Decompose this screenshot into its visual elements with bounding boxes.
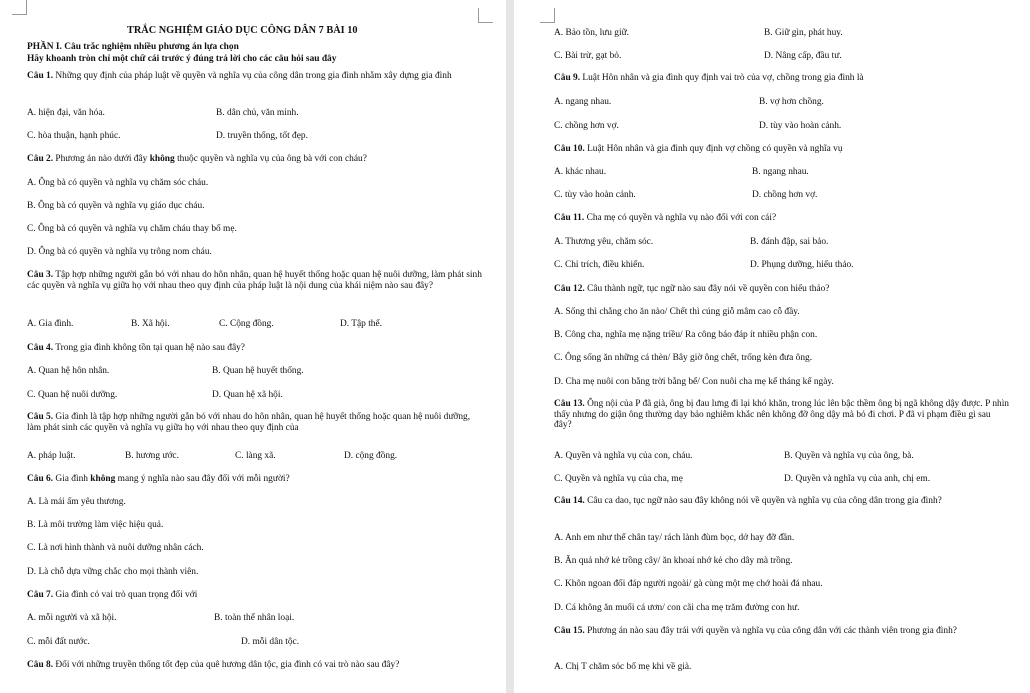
answer-b[interactable]: B. ngang nhau. (752, 167, 809, 177)
emphasis: không (90, 474, 116, 484)
question-number: Câu 8. (27, 660, 54, 670)
answer-a[interactable]: A. Quyền và nghĩa vụ của con, cháu. (554, 451, 693, 461)
crop-mark (478, 8, 493, 23)
question-15 (554, 626, 1010, 637)
section-heading: PHẦN I. Câu trắc nghiệm nhiều phương án lựa chọn (27, 42, 239, 52)
answer-c[interactable]: C. Cộng đồng. (219, 319, 274, 329)
answer-a[interactable]: A. hiện đại, văn hóa. (27, 108, 105, 118)
crop-mark (12, 0, 27, 15)
question-number: Câu 10. (554, 144, 585, 154)
document-title: TRẮC NGHIỆM GIÁO DỤC CÔNG DÂN 7 BÀI 10 (127, 25, 358, 36)
answer-d[interactable]: D. Phụng dưỡng, hiếu thảo. (750, 260, 854, 270)
answer-a[interactable]: A. ngang nhau. (554, 97, 612, 107)
answer-d[interactable]: D. Nâng cấp, đầu tư. (764, 51, 842, 61)
question-3 (27, 270, 482, 291)
answer-a[interactable]: A. Là mái ấm yêu thương. (27, 497, 126, 507)
question-number: Câu 9. (554, 73, 581, 83)
question-text: Câu thành ngữ, tục ngữ nào sau đây nói về quyền con hiếu thảo? (587, 284, 830, 294)
question-text: Trong gia đình không tồn tại quan hệ nào sau đây? (55, 343, 245, 353)
answer-b[interactable]: B. Là môi trường làm việc hiệu quả. (27, 520, 164, 530)
question-5 (27, 412, 482, 433)
question-number: Câu 4. (27, 343, 54, 353)
answer-a[interactable]: A. Quan hệ hôn nhân. (27, 366, 110, 376)
question-text: Phương án nào sau đây trái với quyền và nghĩa vụ của công dân với các thành viên trong gia đình? (587, 626, 957, 636)
answer-d[interactable]: D. Tập thể. (340, 319, 383, 329)
question-9 (554, 73, 864, 84)
answer-b[interactable]: B. Xã hội. (131, 319, 170, 329)
question-text: Cha mẹ có quyền và nghĩa vụ nào đối với con cái? (586, 213, 777, 223)
question-number: Câu 12. (554, 284, 585, 294)
answer-a[interactable]: A. khác nhau. (554, 167, 607, 177)
emphasis: không (149, 154, 175, 164)
question-number: Câu 6. (27, 474, 54, 484)
answer-a[interactable]: A. Chị T chăm sóc bố mẹ khi về già. (554, 662, 692, 672)
answer-d[interactable]: D. tùy vào hoàn cảnh. (759, 121, 842, 131)
question-13 (554, 399, 1010, 431)
question-text: thuộc quyền và nghĩa vụ của ông bà với con cháu? (177, 154, 367, 164)
question-text: Câu ca dao, tục ngữ nào sau đây không nói về quyền và nghĩa vụ của công dân trong gia đình? (587, 496, 942, 506)
question-8 (27, 660, 399, 671)
answer-b[interactable]: B. toàn thể nhân loại. (214, 613, 295, 623)
question-text: mang ý nghĩa nào sau đây đối với mỗi người? (117, 474, 290, 484)
question-6 (27, 474, 290, 485)
question-number: Câu 11. (554, 213, 585, 223)
answer-b[interactable]: B. đánh đập, sai bảo. (750, 237, 829, 247)
answer-a[interactable]: A. Sống thì chẳng cho ăn nào/ Chết thì cúng giỗ mâm cao cỗ đầy. (554, 307, 800, 317)
question-12 (554, 284, 829, 295)
answer-a[interactable]: A. Anh em như thể chân tay/ rách lành đùm bọc, dở hay đỡ đần. (554, 533, 795, 543)
answer-d[interactable]: D. mỗi dân tộc. (241, 637, 300, 647)
answer-b[interactable]: B. dân chủ, văn minh. (216, 108, 299, 118)
answer-a[interactable]: A. mỗi người và xã hội. (27, 613, 117, 623)
answer-b[interactable]: B. vợ hơn chồng. (759, 97, 824, 107)
answer-c[interactable]: C. Khôn ngoan đối đáp người ngoài/ gà cùng một mẹ chớ hoài đá nhau. (554, 579, 823, 589)
question-4 (27, 343, 245, 354)
answer-b[interactable]: B. Công cha, nghĩa mẹ nặng triều/ Ra công báo đáp ít nhiều phận con. (554, 330, 818, 340)
question-1 (27, 71, 482, 82)
question-text: Gia đình (55, 474, 88, 484)
question-number: Câu 7. (27, 590, 54, 600)
answer-b[interactable]: B. Giữ gìn, phát huy. (764, 28, 843, 38)
question-text: Luật Hôn nhân và gia đình quy định vai trò của vợ, chồng trong gia đình là (582, 73, 864, 83)
answer-d[interactable]: D. truyền thống, tốt đẹp. (216, 131, 308, 141)
question-number: Câu 5. (27, 412, 54, 422)
document-page-right (514, 0, 1030, 693)
question-number: Câu 14. (554, 496, 585, 506)
question-number: Câu 3. (27, 270, 54, 280)
answer-c[interactable]: C. Bài trừ, gạt bỏ. (554, 51, 622, 61)
answer-d[interactable]: D. cộng đồng. (344, 451, 398, 461)
question-text: Gia đình là tập hợp những người gắn bó với nhau do hôn nhân, quan hệ huyết thống hoặc quan hệ nuôi dưỡng, làm phát sinh các quyền và nghĩa vụ giữa họ với nhau theo quy định của (27, 412, 471, 433)
crop-mark (540, 8, 555, 23)
answer-d[interactable]: D. Là chỗ dựa vững chắc cho mọi thành viên. (27, 567, 199, 577)
question-text: Những quy định của pháp luật về quyền và nghĩa vụ của công dân trong gia đình nhằm xây dựng gia đình (55, 71, 452, 81)
answer-b[interactable]: B. Quyền và nghĩa vụ của ông, bà. (784, 451, 914, 461)
question-11 (554, 213, 776, 224)
answer-a[interactable]: A. Thương yêu, chăm sóc. (554, 237, 654, 247)
answer-c[interactable]: C. Quyền và nghĩa vụ của cha, mẹ (554, 474, 683, 484)
answer-d[interactable]: D. Quan hệ xã hội. (212, 390, 283, 400)
document-page-left (0, 0, 506, 693)
answer-d[interactable]: D. chồng hơn vợ. (752, 190, 818, 200)
answer-b[interactable]: B. Quan hệ huyết thống. (212, 366, 304, 376)
question-text: Đối với những truyền thống tốt đẹp của quê hương dân tộc, gia đình có vai trò nào sau đây? (55, 660, 400, 670)
answer-d[interactable]: D. Cá không ăn muối cá ươn/ con cãi cha mẹ trăm đường con hư. (554, 603, 800, 613)
answer-c[interactable]: C. làng xã. (235, 451, 276, 461)
question-7 (27, 590, 197, 601)
answer-a[interactable]: A. Bảo tồn, lưu giữ. (554, 28, 630, 38)
answer-c[interactable]: C. Ông sống ăn những cá thèn/ Bây giờ ông chết, trống kèn đưa ông. (554, 353, 813, 363)
answer-d[interactable]: D. Cha mẹ nuôi con bằng trời bằng bể/ Con nuôi cha mẹ kể tháng kể ngày. (554, 377, 834, 387)
question-number: Câu 15. (554, 626, 585, 636)
question-number: Câu 1. (27, 71, 54, 81)
answer-b[interactable]: B. Ăn quả nhớ kẻ trồng cây/ ăn khoai nhớ kẻ cho dây mà trồng. (554, 556, 793, 566)
question-10 (554, 144, 843, 155)
question-number: Câu 2. (27, 154, 54, 164)
question-text: Tập hợp những người gắn bó với nhau do hôn nhân, quan hệ huyết thống hoặc quan hệ nuôi dưỡng, làm phát sinh các quyền và nghĩa vụ giữa họ với nhau theo quy định của pháp luật là nội dung của khái niệm nào sau đây? (27, 270, 482, 291)
question-text: Luật Hôn nhân và gia đình quy định vợ chồng có quyền và nghĩa vụ (587, 144, 843, 154)
answer-d[interactable]: D. Ông bà có quyền và nghĩa vụ trông nom cháu. (27, 247, 212, 257)
answer-c[interactable]: C. Chỉ trích, điều khiển. (554, 260, 645, 270)
answer-b[interactable]: B. Ông bà có quyền và nghĩa vụ giáo dục cháu. (27, 201, 205, 211)
answer-a[interactable]: A. Gia đình. (27, 319, 74, 329)
question-text: Ông nội của P đã già, ông bị đau lưng đi lại khó khăn, trong lúc lên bậc thềm ông bị ngã không dậy được. P nhìn thấy nhưng do giận ông thường dạy bảo nghiêm khắc nên không đỡ ông dậy mà bỏ đi chơi. P đã vi phạm điều gì sau đây? (554, 399, 1009, 431)
answer-c[interactable]: C. chồng hơn vợ. (554, 121, 619, 131)
question-2 (27, 154, 367, 165)
question-number: Câu 13. (554, 399, 585, 409)
answer-c[interactable]: C. tùy vào hoàn cảnh. (554, 190, 636, 200)
question-14 (554, 496, 1010, 507)
answer-a[interactable]: A. Ông bà có quyền và nghĩa vụ chăm sóc cháu. (27, 178, 209, 188)
answer-c[interactable]: C. mỗi đất nước. (27, 637, 90, 647)
answer-c[interactable]: C. hòa thuận, hạnh phúc. (27, 131, 121, 141)
instruction: Hãy khoanh tròn chỉ một chữ cái trước ý đúng trả lời cho các câu hỏi sau đây (27, 54, 337, 64)
answer-b[interactable]: B. hương ước. (125, 451, 179, 461)
question-text: Gia đình có vai trò quan trọng đối với (55, 590, 198, 600)
answer-c[interactable]: C. Quan hệ nuôi dưỡng. (27, 390, 118, 400)
answer-a[interactable]: A. pháp luật. (27, 451, 76, 461)
answer-d[interactable]: D. Quyền và nghĩa vụ của anh, chị em. (784, 474, 931, 484)
question-text: Phương án nào dưới đây (55, 154, 148, 164)
answer-c[interactable]: C. Ông bà có quyền và nghĩa vụ chăm cháu thay bố mẹ. (27, 224, 237, 234)
answer-c[interactable]: C. Là nơi hình thành và nuôi dưỡng nhân cách. (27, 543, 204, 553)
